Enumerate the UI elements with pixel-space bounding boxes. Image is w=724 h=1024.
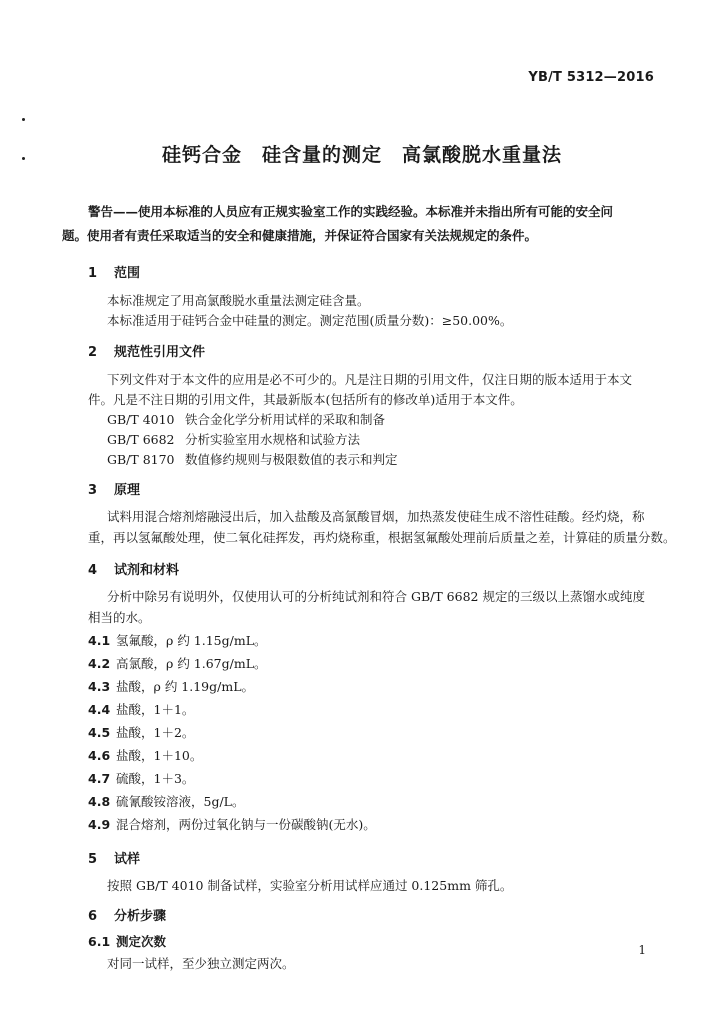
paragraph: 分析中除另有说明外，仅使用认可的分析纯试剂和符合 GB/T 6682 规定的三级以上蒸馏水或纯度 bbox=[107, 589, 645, 604]
reagent-item bbox=[88, 815, 376, 833]
paragraph: 按照 GB/T 4010 制备试样，实验室分析用试样应通过 0.125mm 筛孔。 bbox=[107, 878, 513, 893]
reference-title: 数值修约规则与极限数值的表示和判定 bbox=[185, 452, 398, 467]
item-number: 4.6 bbox=[88, 748, 111, 763]
paragraph: 试料用混合熔剂熔融浸出后，加入盐酸及高氯酸冒烟，加热蒸发使硅生成不溶性硅酸。经灼烧，称 bbox=[107, 509, 645, 524]
section-number: 1 bbox=[88, 266, 98, 281]
paragraph: 重，再以氢氟酸处理，使二氧化硅挥发，再灼烧称重，根据氢氟酸处理前后质量之差，计算硅的质量分数。 bbox=[88, 530, 676, 545]
paragraph: 本标准适用于硅钙合金中硅量的测定。测定范围(质量分数)：≥50.00%。 bbox=[107, 313, 513, 328]
warning-paragraph bbox=[62, 200, 658, 248]
section-heading bbox=[88, 479, 140, 498]
reference-code: GB/T 8170 bbox=[107, 452, 175, 467]
item-text: 盐酸，ρ 约 1.19g/mL。 bbox=[116, 679, 254, 694]
page-number: 1 bbox=[638, 943, 646, 957]
standard-number: YB/T 5312—2016 bbox=[528, 70, 654, 85]
section-number: 4 bbox=[88, 563, 98, 578]
document-title: 硅钙合金 硅含量的测定 高氯酸脱水重量法 bbox=[161, 144, 562, 166]
paragraph: 相当的水。 bbox=[88, 610, 151, 625]
item-number: 4.8 bbox=[88, 794, 111, 809]
item-text: 盐酸，1＋10。 bbox=[116, 748, 203, 763]
section-number: 6 bbox=[88, 909, 98, 924]
reference-item bbox=[107, 430, 360, 448]
item-text: 盐酸，1＋1。 bbox=[116, 702, 195, 717]
item-text: 硫氰酸铵溶液，5g/L。 bbox=[116, 794, 245, 809]
section-number: 5 bbox=[88, 852, 98, 867]
item-number: 4.7 bbox=[88, 771, 111, 786]
item-text: 氢氟酸，ρ 约 1.15g/mL。 bbox=[116, 633, 267, 648]
item-number: 4.2 bbox=[88, 656, 111, 671]
subsection-heading bbox=[88, 932, 166, 950]
section-number: 2 bbox=[88, 345, 98, 360]
paragraph: 对同一试样，至少独立测定两次。 bbox=[107, 956, 295, 971]
paragraph: 件。凡是不注日期的引用文件，其最新版本(包括所有的修改单)适用于本文件。 bbox=[88, 392, 523, 407]
section-heading bbox=[88, 848, 140, 867]
item-text: 混合熔剂，两份过氧化钠与一份碳酸钠(无水)。 bbox=[116, 817, 376, 832]
subsection-title: 测定次数 bbox=[116, 934, 167, 949]
section-title: 原理 bbox=[114, 483, 141, 498]
reference-code: GB/T 6682 bbox=[107, 432, 175, 447]
subsection-number: 6.1 bbox=[88, 934, 111, 949]
paragraph: 本标准规定了用高氯酸脱水重量法测定硅含量。 bbox=[107, 293, 370, 308]
section-heading bbox=[88, 559, 179, 578]
section-title: 试剂和材料 bbox=[114, 563, 180, 578]
reagent-item bbox=[88, 654, 267, 672]
section-heading bbox=[88, 905, 166, 924]
reagent-item bbox=[88, 746, 202, 764]
margin-mark bbox=[22, 118, 25, 121]
reference-code: GB/T 4010 bbox=[107, 412, 175, 427]
reagent-item bbox=[88, 677, 254, 695]
section-heading bbox=[88, 341, 205, 360]
section-number: 3 bbox=[88, 483, 98, 498]
item-number: 4.1 bbox=[88, 633, 111, 648]
reagent-item bbox=[88, 631, 267, 649]
reference-title: 分析实验室用水规格和试验方法 bbox=[185, 432, 361, 447]
warning-line: 题。使用者有责任采取适当的安全和健康措施，并保证符合国家有关法规规定的条件。 bbox=[62, 228, 538, 243]
section-heading bbox=[88, 262, 140, 281]
item-number: 4.4 bbox=[88, 702, 111, 717]
item-number: 4.5 bbox=[88, 725, 111, 740]
section-title: 规范性引用文件 bbox=[114, 345, 206, 360]
reagent-item bbox=[88, 723, 194, 741]
reagent-item bbox=[88, 700, 194, 718]
item-text: 硫酸，1＋3。 bbox=[116, 771, 195, 786]
reagent-item bbox=[88, 792, 244, 810]
reference-item bbox=[107, 410, 385, 428]
reference-item bbox=[107, 450, 398, 468]
item-number: 4.9 bbox=[88, 817, 111, 832]
warning-line: 警告——使用本标准的人员应有正规实验室工作的实践经验。本标准并未指出所有可能的安全问 bbox=[88, 204, 614, 219]
item-number: 4.3 bbox=[88, 679, 111, 694]
section-title: 分析步骤 bbox=[114, 909, 167, 924]
item-text: 盐酸，1＋2。 bbox=[116, 725, 195, 740]
section-title: 范围 bbox=[114, 266, 141, 281]
reagent-item bbox=[88, 769, 194, 787]
reference-title: 铁合金化学分析用试样的采取和制备 bbox=[185, 412, 386, 427]
item-text: 高氯酸，ρ 约 1.67g/mL。 bbox=[116, 656, 267, 671]
paragraph: 下列文件对于本文件的应用是必不可少的。凡是注日期的引用文件，仅注日期的版本适用于本文 bbox=[107, 372, 633, 387]
section-title: 试样 bbox=[114, 852, 141, 867]
